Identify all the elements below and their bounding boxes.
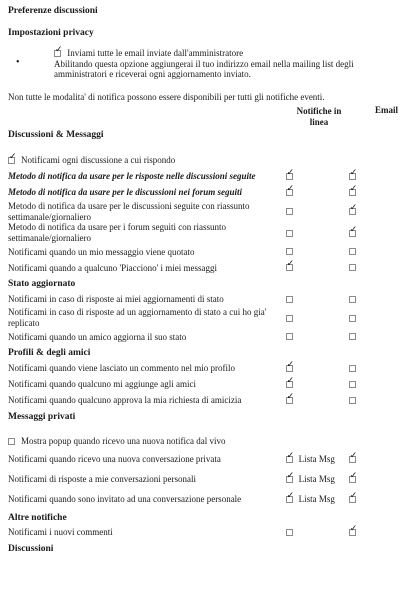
profili-rows: [8, 360, 398, 408]
inline-checkbox[interactable]: [286, 365, 293, 372]
row-label: Notificami quando viene lasciato un commento nel mio profilo: [8, 362, 235, 373]
row-label: Notificami quando un mio messaggio viene quotato: [8, 246, 195, 257]
row-label: Metodo di notifica da usare per le discussioni seguite con riassunto settimanale/giornaliero: [8, 200, 250, 222]
table-row: [8, 525, 398, 541]
email-checkbox[interactable]: [349, 397, 356, 404]
email-checkbox[interactable]: [349, 173, 356, 180]
lista-msg-label: Lista Msg: [298, 454, 335, 465]
table-row: [8, 450, 398, 470]
bullet-icon: •: [16, 56, 20, 68]
column-inline-notifications: Notifiche in linea: [296, 105, 342, 127]
email-checkbox[interactable]: [349, 381, 356, 388]
privacy-option: [16, 48, 398, 80]
email-checkbox[interactable]: [349, 264, 356, 271]
table-row: [8, 470, 398, 490]
section-profili-amici: Profili & degli amici: [8, 347, 91, 358]
table-row: [8, 260, 398, 276]
altre-rows: [8, 525, 398, 541]
inline-checkbox[interactable]: [286, 315, 293, 322]
lista-msg-label: Lista Msg: [298, 494, 335, 505]
email-checkbox[interactable]: [349, 315, 356, 322]
reply-notify-checkbox[interactable]: [8, 157, 15, 164]
lista-msg-label: Lista Msg: [298, 474, 335, 485]
table-row: [8, 329, 398, 345]
email-checkbox[interactable]: [349, 529, 356, 536]
popup-checkbox[interactable]: [8, 438, 15, 445]
row-label: Notificami di risposte a mie conversazioni personali: [8, 474, 196, 485]
inline-checkbox[interactable]: [286, 230, 293, 237]
section-altre-notifiche: Altre notifiche: [8, 512, 67, 523]
email-checkbox[interactable]: [349, 476, 356, 483]
inline-checkbox[interactable]: [286, 173, 293, 180]
admin-email-checkbox[interactable]: [54, 50, 61, 57]
email-checkbox[interactable]: [349, 296, 356, 303]
email-checkbox[interactable]: [349, 496, 356, 503]
popup-label: Mostra popup quando ricevo una nuova notifica dal vivo: [21, 435, 226, 446]
row-label: Metodo di notifica da usare per i forum seguiti con riassunto settimanale/giornaliero: [8, 222, 226, 244]
section-stato-aggiornato: Stato aggiornato: [8, 278, 76, 289]
preferences-page: [8, 6, 398, 556]
reply-notify-option: [8, 155, 398, 166]
section-messaggi-privati: Messaggi privati: [8, 412, 76, 423]
inline-checkbox[interactable]: [286, 397, 293, 404]
row-label: Notificami quando un amico aggiorna il suo stato: [8, 331, 187, 342]
row-label: Notificami i nuovi commenti: [8, 527, 113, 538]
email-checkbox[interactable]: [349, 333, 356, 340]
reply-notify-label: Notificami ogni discussione a cui rispondo: [21, 154, 176, 165]
discussioni-rows: [8, 169, 398, 276]
row-label: Notificami in caso di risposte ad un aggiornamento di stato a cui ho gia' replicato: [8, 307, 267, 329]
admin-email-description: Abilitando questa opzione aggiungerai il tuo indirizzo email nella mailing list degli amministratori e riceverai ogni aggiornamento inviato.: [54, 58, 354, 80]
email-checkbox[interactable]: [349, 208, 356, 215]
email-checkbox[interactable]: [349, 189, 356, 196]
table-row: [8, 291, 398, 307]
inline-checkbox[interactable]: [286, 529, 293, 536]
row-label: Metodo di notifica da usare per le risposte nelle discussioni seguite: [8, 171, 256, 182]
email-checkbox[interactable]: [349, 248, 356, 255]
row-label: Metodo di notifica da usare per le discussioni nei forum seguiti: [8, 187, 243, 198]
table-row: [8, 244, 398, 260]
privati-rows: [8, 450, 398, 510]
inline-checkbox[interactable]: [286, 381, 293, 388]
column-email: Email: [374, 105, 398, 116]
table-row: [8, 490, 398, 510]
privacy-section-title: Impostazioni privacy: [8, 28, 94, 39]
table-row: [8, 185, 398, 201]
admin-email-label: Inviami tutte le email inviate dall'amministratore: [67, 47, 244, 58]
table-row: [8, 360, 398, 376]
row-label: Notificami quando ricevo una nuova conversazione privata: [8, 454, 221, 465]
section-discussioni-messaggi: Discussioni & Messaggi: [8, 129, 104, 140]
inline-checkbox[interactable]: [286, 248, 293, 255]
inline-checkbox[interactable]: [286, 264, 293, 271]
inline-checkbox[interactable]: [286, 456, 293, 463]
email-checkbox[interactable]: [349, 365, 356, 372]
row-label: Notificami quando qualcuno mi aggiunge agli amici: [8, 378, 196, 389]
table-row: [8, 169, 398, 185]
popup-option: [8, 436, 398, 447]
email-checkbox[interactable]: [349, 230, 356, 237]
email-checkbox[interactable]: [349, 456, 356, 463]
page-title: Preferenze discussioni: [8, 6, 98, 16]
row-label: Notificami quando qualcuno approva la mia richiesta di amicizia: [8, 394, 242, 405]
inline-checkbox[interactable]: [286, 208, 293, 215]
inline-checkbox[interactable]: [286, 333, 293, 340]
inline-checkbox[interactable]: [286, 189, 293, 196]
table-row: [8, 222, 398, 244]
stato-rows: [8, 291, 398, 345]
table-row: [8, 307, 398, 329]
inline-checkbox[interactable]: [286, 296, 293, 303]
row-label: Notificami in caso di risposte ai miei aggiornamenti di stato: [8, 293, 224, 304]
row-label: Notificami quando sono invitato ad una conversazione personale: [8, 494, 242, 505]
table-row: [8, 392, 398, 408]
section-discussioni: Discussioni: [8, 543, 54, 554]
row-label: Notificami quando a qualcuno 'Piacciono' i miei messaggi: [8, 262, 217, 273]
inline-checkbox[interactable]: [286, 476, 293, 483]
notice-text: Non tutte le modalita' di notifica possono essere disponibili per tutti gli notifiche eventi.: [8, 92, 325, 103]
table-row: [8, 201, 398, 223]
table-row: [8, 376, 398, 392]
inline-checkbox[interactable]: [286, 496, 293, 503]
